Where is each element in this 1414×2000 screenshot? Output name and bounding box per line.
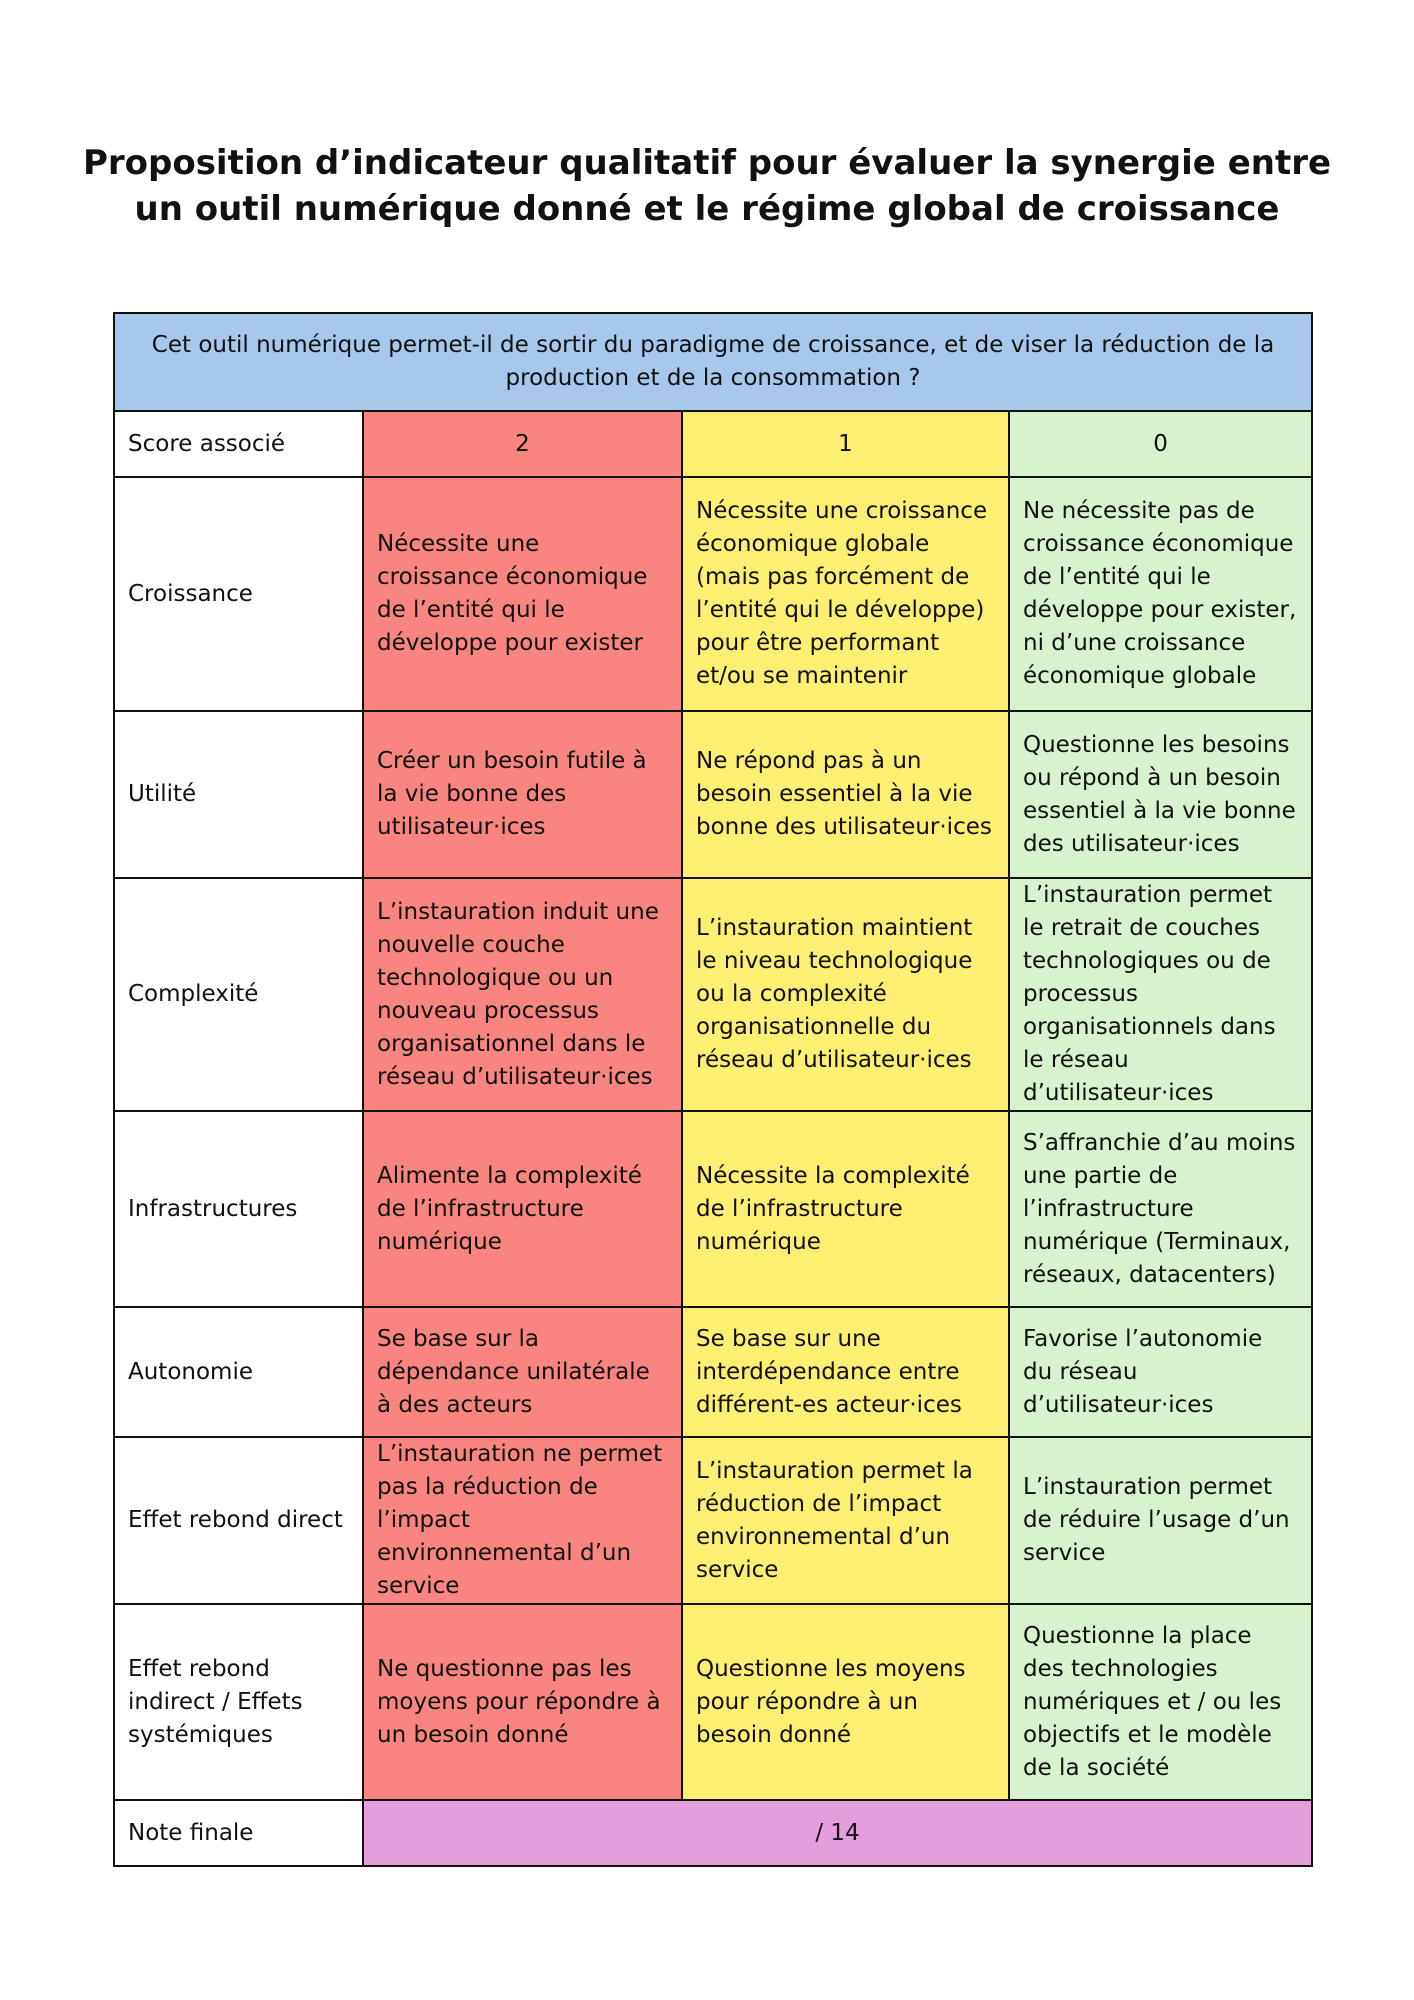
score-0-cell: Ne nécessite pas de croissance économique de l’entité qui le développe pour exister, ni d’une croissance économique globale (1009, 477, 1312, 711)
score-2-cell: Ne questionne pas les moyens pour répondre à un besoin donné (363, 1604, 682, 1800)
criterion-label: Effet rebond direct (114, 1437, 363, 1604)
question-row (114, 313, 1312, 411)
score-2-header: 2 (363, 411, 682, 477)
criterion-label: Autonomie (114, 1307, 363, 1437)
score-0-cell: S’affranchie d’au moins une partie de l’infrastructure numérique (Terminaux, réseaux, datacenters) (1009, 1111, 1312, 1307)
criterion-label: Complexité (114, 878, 363, 1111)
score-row (114, 411, 1312, 477)
page-title (0, 140, 1414, 232)
table-row (114, 1437, 1312, 1604)
criterion-label: Effet rebond indirect / Effets systémiques (114, 1604, 363, 1800)
score-0-cell: Questionne la place des technologies numériques et / ou les objectifs et le modèle de la société (1009, 1604, 1312, 1800)
score-2-cell: L’instauration ne permet pas la réduction de l’impact environnemental d’un service (363, 1437, 682, 1604)
score-1-header: 1 (682, 411, 1009, 477)
score-2-cell: Créer un besoin futile à la vie bonne des utilisateur·ices (363, 711, 682, 878)
score-1-cell: L’instauration maintient le niveau technologique ou la complexité organisationnelle du réseau d’utilisateur·ices (682, 878, 1009, 1111)
final-label: Note finale (114, 1800, 363, 1866)
score-0-cell: L’instauration permet le retrait de couches technologiques ou de processus organisationnels dans le réseau d’utilisateur·ices (1009, 878, 1312, 1111)
score-label: Score associé (114, 411, 363, 477)
question-cell: Cet outil numérique permet-il de sortir du paradigme de croissance, et de viser la réduction de la production et de la consommation ? (114, 313, 1312, 411)
table-row (114, 878, 1312, 1111)
score-1-cell: L’instauration permet la réduction de l’impact environnemental d’un service (682, 1437, 1009, 1604)
score-1-cell: Ne répond pas à un besoin essentiel à la vie bonne des utilisateur·ices (682, 711, 1009, 878)
table-row (114, 1307, 1312, 1437)
score-1-cell: Nécessite la complexité de l’infrastructure numérique (682, 1111, 1009, 1307)
score-0-cell: Favorise l’autonomie du réseau d’utilisateur·ices (1009, 1307, 1312, 1437)
table-row (114, 1604, 1312, 1800)
score-0-cell: L’instauration permet de réduire l’usage d’un service (1009, 1437, 1312, 1604)
score-2-cell: L’instauration induit une nouvelle couche technologique ou un nouveau processus organisationnel dans le réseau d’utilisateur·ices (363, 878, 682, 1111)
indicator-table (113, 312, 1313, 1867)
criterion-label: Croissance (114, 477, 363, 711)
score-0-header: 0 (1009, 411, 1312, 477)
table-row (114, 477, 1312, 711)
score-2-cell: Se base sur la dépendance unilatérale à des acteurs (363, 1307, 682, 1437)
final-score: / 14 (363, 1800, 1312, 1866)
table-row (114, 711, 1312, 878)
final-row (114, 1800, 1312, 1866)
score-1-cell: Questionne les moyens pour répondre à un besoin donné (682, 1604, 1009, 1800)
title-line-2: un outil numérique donné et le régime global de croissance (134, 189, 1280, 229)
score-0-cell: Questionne les besoins ou répond à un besoin essentiel à la vie bonne des utilisateur·ices (1009, 711, 1312, 878)
score-2-cell: Alimente la complexité de l’infrastructure numérique (363, 1111, 682, 1307)
score-1-cell: Se base sur une interdépendance entre différent-es acteur·ices (682, 1307, 1009, 1437)
criterion-label: Utilité (114, 711, 363, 878)
title-line-1: Proposition d’indicateur qualitatif pour évaluer la synergie entre (82, 143, 1332, 183)
criterion-label: Infrastructures (114, 1111, 363, 1307)
table-row (114, 1111, 1312, 1307)
score-2-cell: Nécessite une croissance économique de l’entité qui le développe pour exister (363, 477, 682, 711)
score-1-cell: Nécessite une croissance économique globale (mais pas forcément de l’entité qui le développe) pour être performant et/ou se maintenir (682, 477, 1009, 711)
